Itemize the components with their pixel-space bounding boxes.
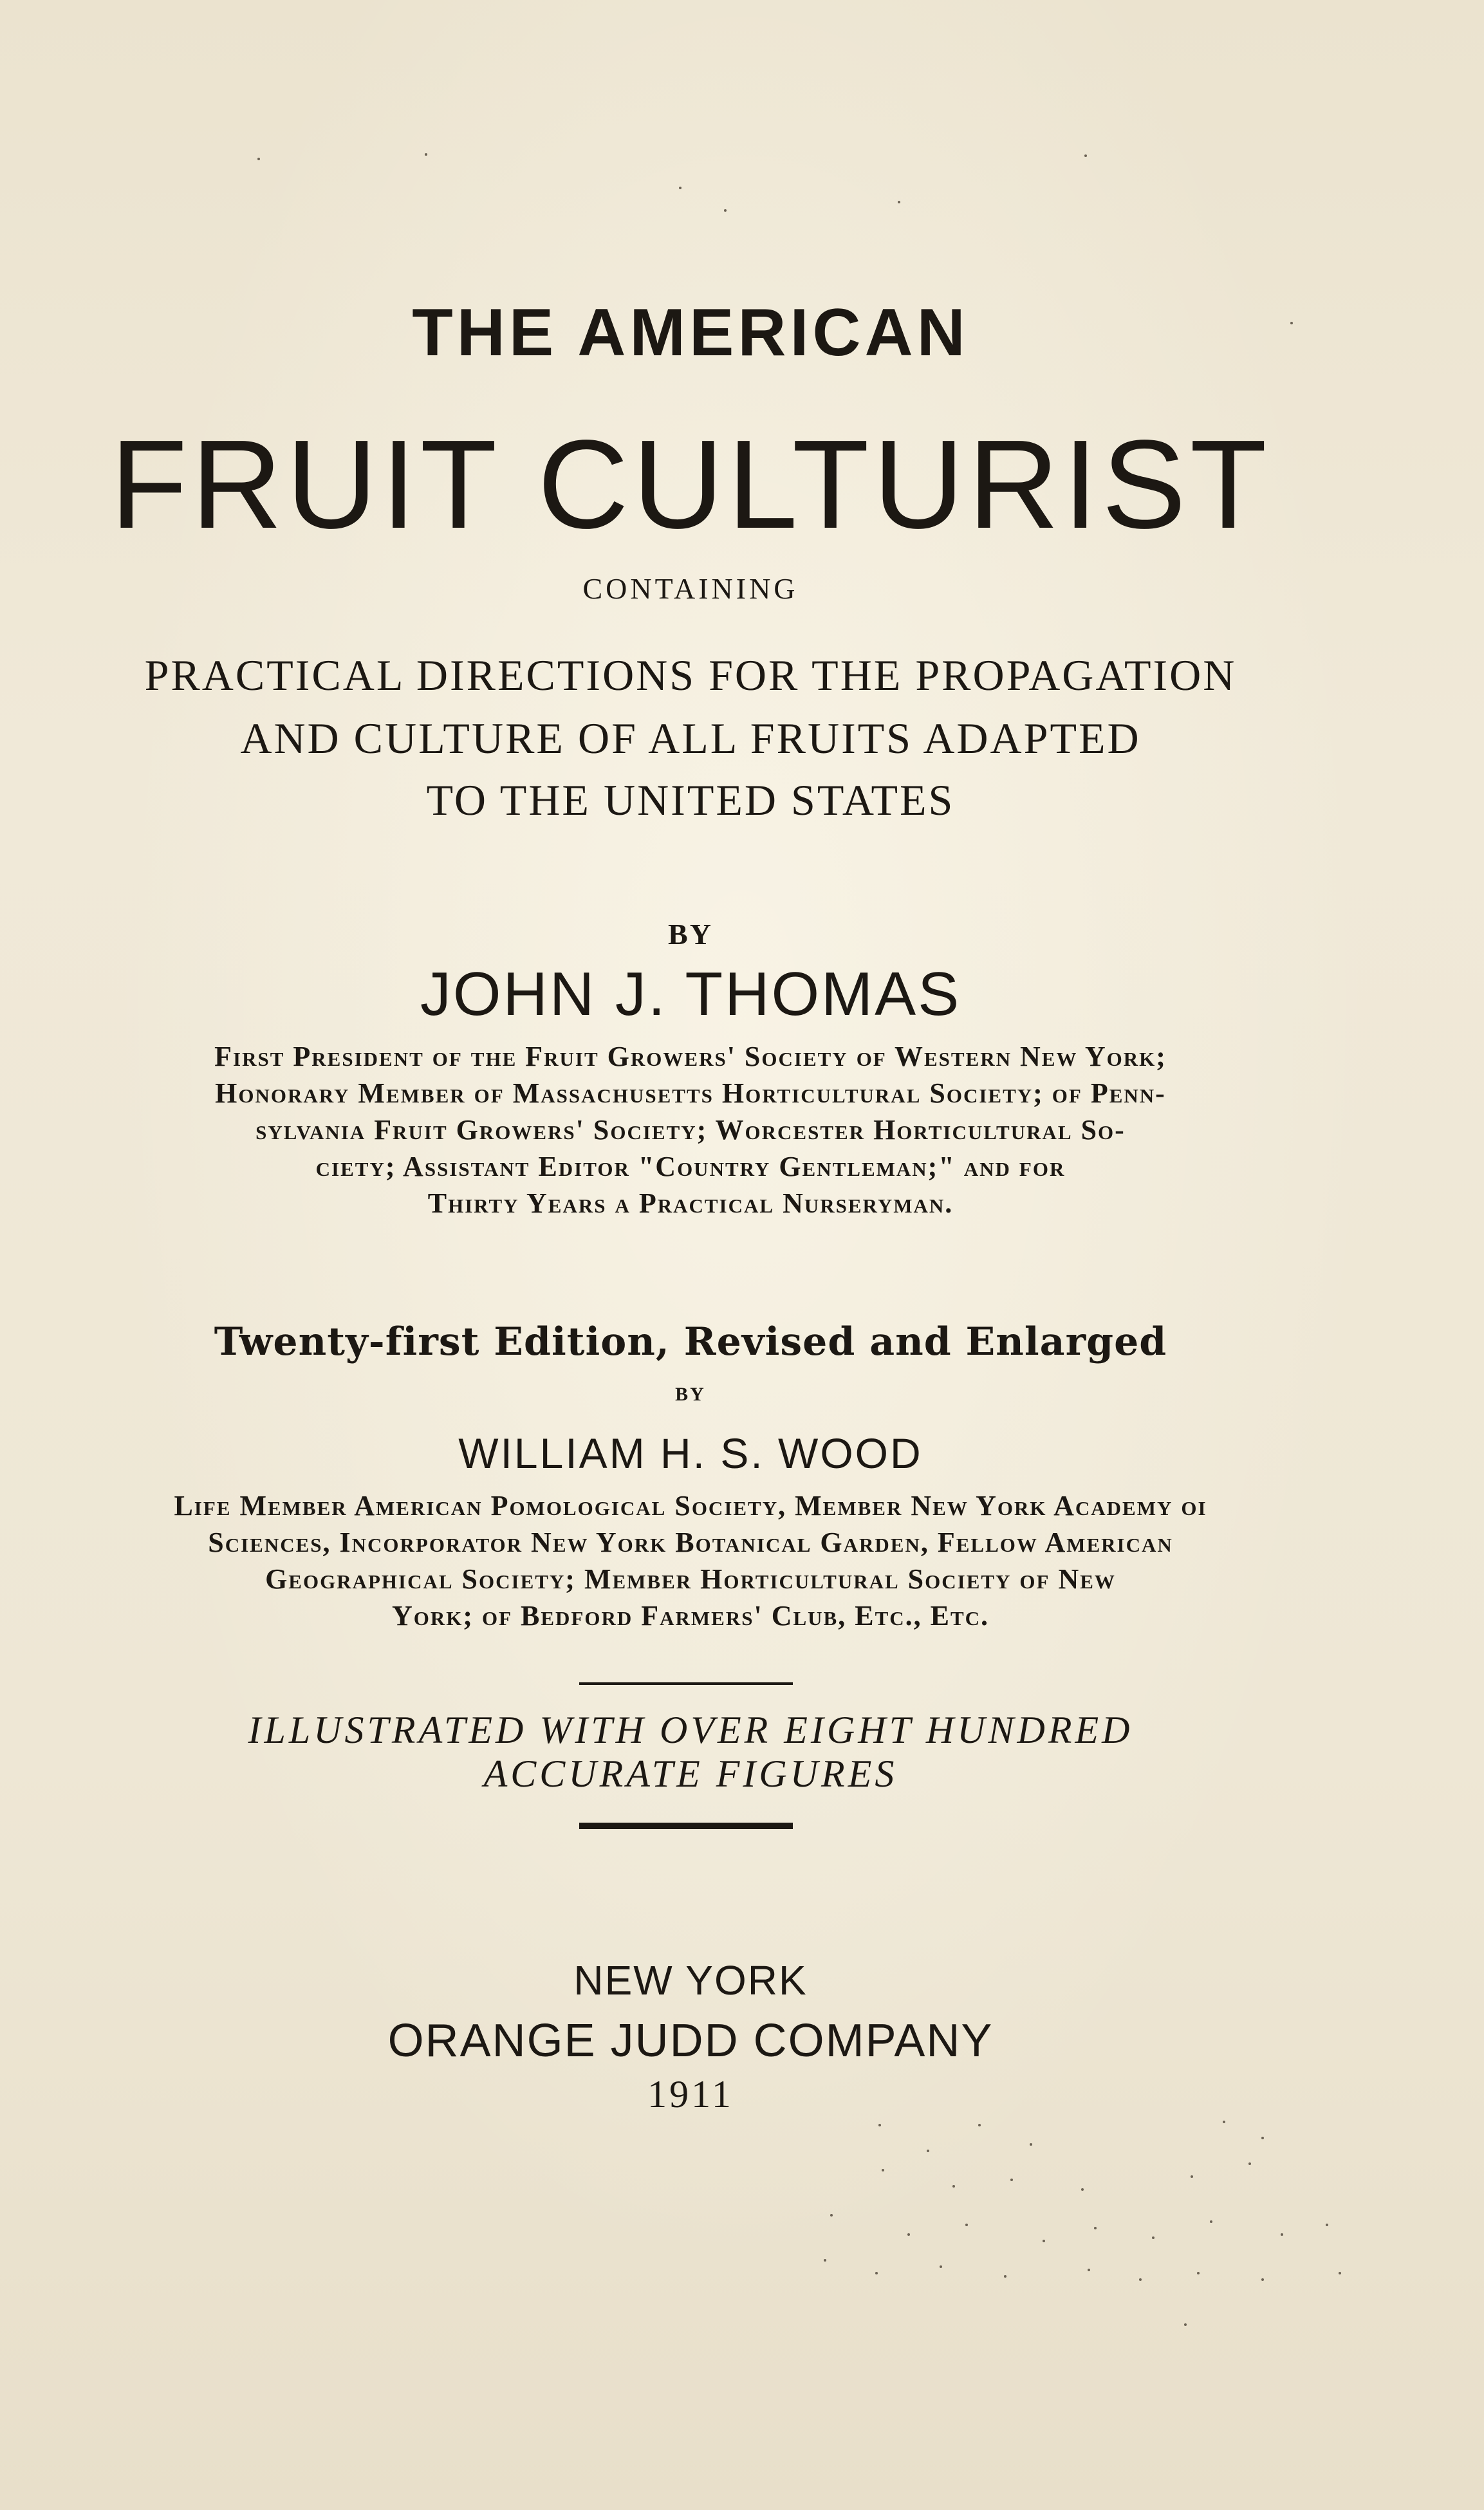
speck: [1004, 2275, 1006, 2278]
publisher-name: ORANGE JUDD COMPANY: [387, 2015, 994, 2067]
speck: [1223, 2121, 1225, 2123]
title-line-1: THE AMERICAN: [412, 295, 969, 370]
speck: [952, 2185, 955, 2188]
editor-name: WILLIAM H. S. WOOD: [458, 1429, 923, 1477]
thick-rule: [579, 1823, 793, 1829]
speck: [1210, 2220, 1212, 2223]
speck: [1139, 2278, 1142, 2281]
speck: [1010, 2179, 1013, 2181]
speck: [978, 2124, 981, 2126]
subtitle-line-3: TO THE UNITED STATES: [426, 776, 955, 824]
speck: [965, 2224, 968, 2226]
speck: [1191, 2175, 1193, 2178]
speck: [830, 2214, 833, 2217]
illustration-line-2: ACCURATE FIGURES: [483, 1752, 898, 1795]
speck: [1084, 154, 1087, 157]
speck: [878, 2124, 881, 2126]
editor-credentials-line-2: Sciences, Incorporator New York Botanical Garden, Fellow American: [208, 1527, 1173, 1558]
speck: [1184, 2323, 1187, 2326]
speck: [724, 209, 727, 212]
speck: [257, 158, 260, 160]
thin-rule: [579, 1682, 793, 1685]
speck: [1261, 2278, 1264, 2281]
speck: [1094, 2227, 1097, 2229]
speck: [1030, 2143, 1032, 2146]
editor-by-label: BY: [675, 1384, 706, 1405]
speck: [1261, 2137, 1264, 2139]
speck: [1088, 2269, 1090, 2271]
author-credentials-line-4: ciety; Assistant Editor "Country Gentleman;" and for: [315, 1151, 1066, 1182]
speck: [898, 201, 900, 203]
speck: [824, 2259, 826, 2262]
illustration-line-1: ILLUSTRATED WITH OVER EIGHT HUNDRED: [248, 1709, 1133, 1751]
speck: [1326, 2224, 1328, 2226]
speck: [1197, 2272, 1200, 2274]
by-label: BY: [668, 918, 713, 951]
speck: [1152, 2236, 1155, 2239]
speck: [940, 2265, 942, 2268]
subtitle-line-1: PRACTICAL DIRECTIONS FOR THE PROPAGATION: [144, 651, 1237, 700]
author-credentials-line-1: First President of the Fruit Growers' Society of Western New York;: [214, 1041, 1167, 1072]
containing-label: CONTAINING: [582, 572, 799, 605]
title-line-2: FRUIT CULTURIST: [110, 414, 1271, 555]
author-credentials-line-2: Honorary Member of Massachusetts Horticultural Society; of Penn-: [215, 1077, 1166, 1109]
editor-credentials-line-3: Geographical Society; Member Horticultural Society of New: [265, 1563, 1116, 1595]
editor-credentials-line-1: Life Member American Pomological Society, Member New York Academy oi: [174, 1490, 1207, 1521]
author-credentials-line-5: Thirty Years a Practical Nurseryman.: [427, 1187, 954, 1219]
subtitle-line-2: AND CULTURE OF ALL FRUITS ADAPTED: [240, 714, 1141, 763]
speck: [1290, 322, 1293, 324]
editor-credentials-line-4: York; of Bedford Farmers' Club, Etc., Etc.: [391, 1600, 990, 1632]
publisher-city: NEW YORK: [573, 1957, 808, 2003]
speck: [679, 187, 682, 189]
speck: [1339, 2272, 1341, 2274]
edition-statement: Twenty-first Edition, Revised and Enlarged: [214, 1319, 1167, 1364]
speck: [875, 2272, 878, 2274]
speck: [425, 153, 427, 156]
speck: [907, 2233, 910, 2236]
speck: [1043, 2240, 1045, 2242]
speck: [1248, 2162, 1251, 2165]
author-credentials-line-3: sylvania Fruit Growers' Society; Worcester Horticultural So-: [255, 1114, 1126, 1146]
speck: [1281, 2233, 1283, 2236]
publication-year: 1911: [647, 2073, 734, 2115]
speck: [1081, 2188, 1084, 2191]
speck: [927, 2150, 929, 2152]
author-name: JOHN J. THOMAS: [420, 960, 961, 1028]
speck: [882, 2169, 884, 2171]
